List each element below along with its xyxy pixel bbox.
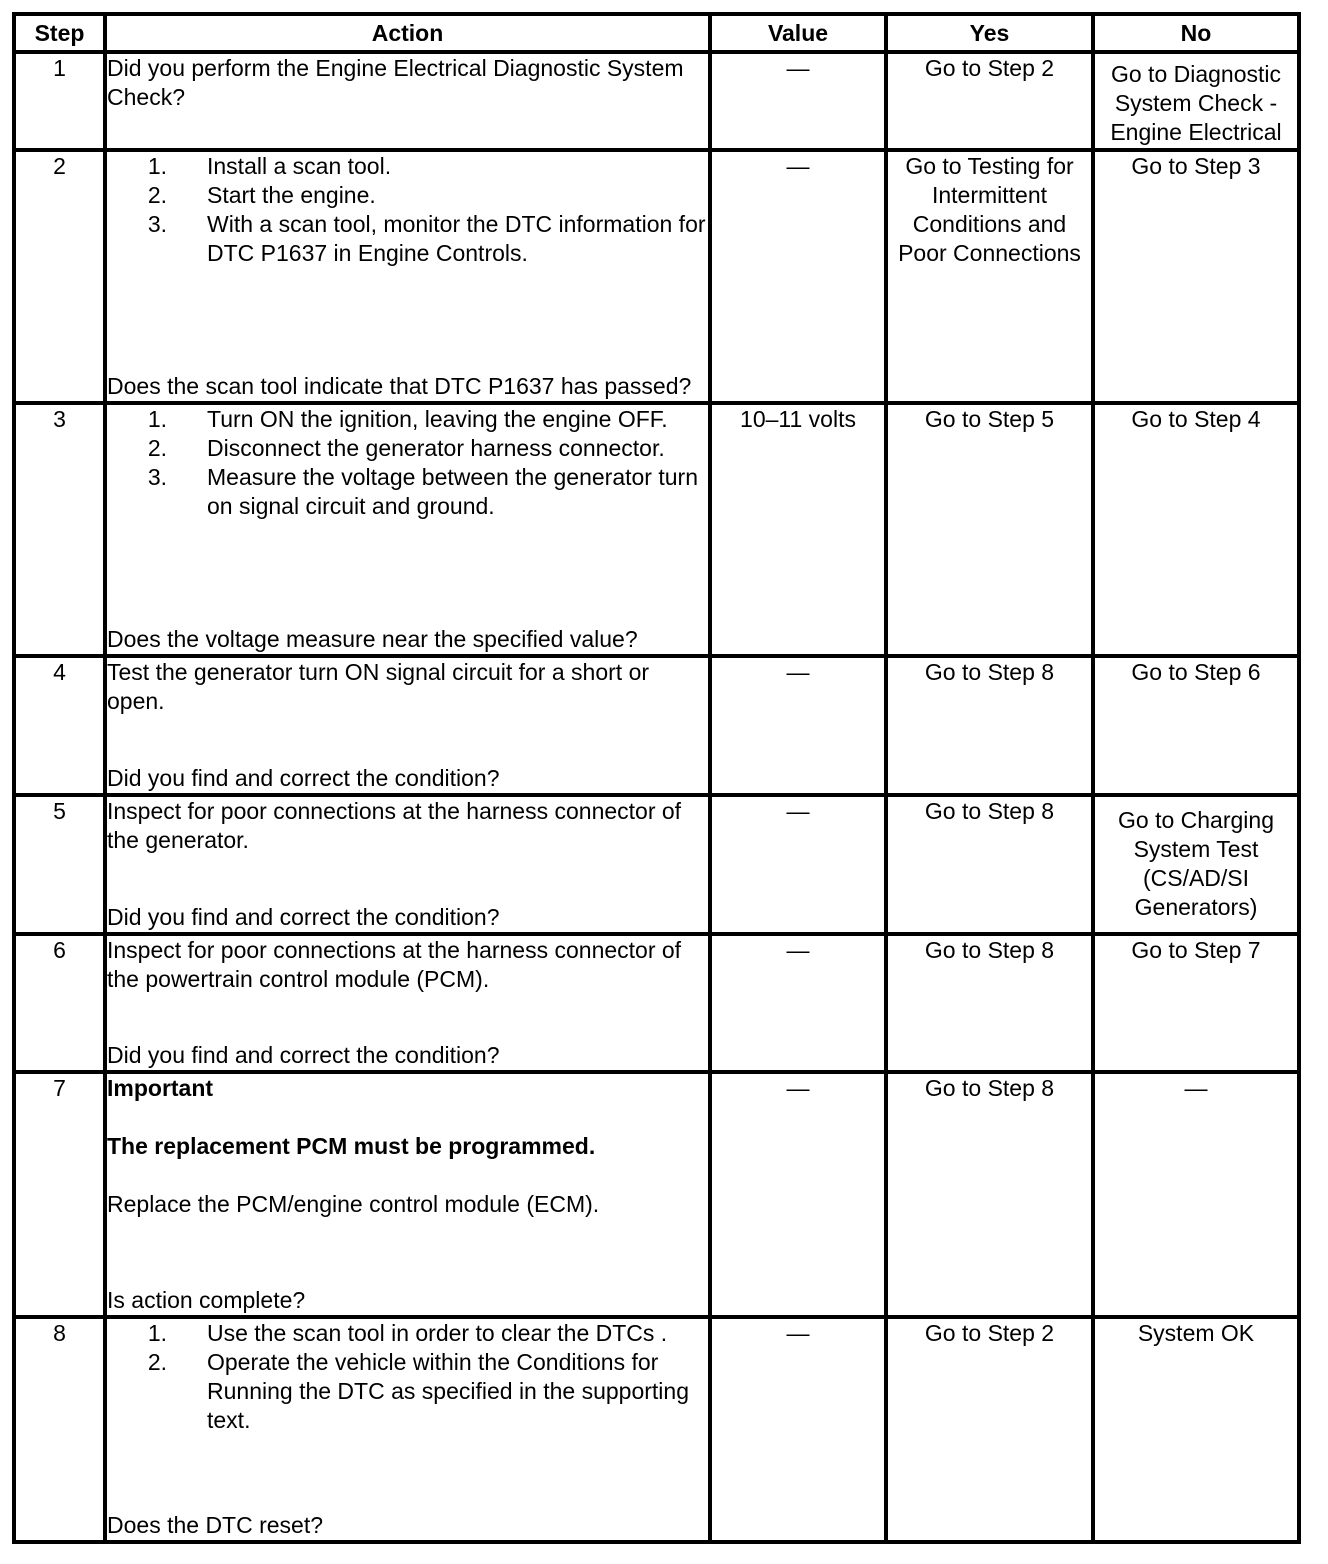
table-row <box>12 797 1301 936</box>
no-cell: Go to Step 7 <box>1095 936 1301 1075</box>
list-number: 1. <box>147 406 167 433</box>
yes-cell: Go to Step 8 <box>888 658 1095 797</box>
list-number: 3. <box>147 464 167 491</box>
list-number: 2. <box>147 182 167 209</box>
header-value: Value <box>712 12 888 54</box>
list-number: 1. <box>147 153 167 180</box>
action-question: Does the scan tool indicate that DTC P1637 has passed? <box>107 373 692 400</box>
action-cell <box>107 1074 712 1319</box>
step-number: 8 <box>12 1319 107 1544</box>
table-row <box>12 54 1301 152</box>
value-cell: 10–11 volts <box>712 405 888 658</box>
step-number: 4 <box>12 658 107 797</box>
step-number: 6 <box>12 936 107 1075</box>
no-cell: Go to Charging System Test (CS/AD/SI Generators) <box>1095 797 1301 936</box>
value-cell: — <box>712 1074 888 1319</box>
list-text: Start the engine. <box>207 182 376 209</box>
list-text: Operate the vehicle within the Conditions for Running the DTC as specified in the supporting text. <box>207 1349 690 1434</box>
action-text: Replace the PCM/engine control module (ECM). <box>107 1191 600 1218</box>
header-no: No <box>1095 12 1301 54</box>
list-number: 1. <box>147 1320 167 1347</box>
value-cell: — <box>712 1319 888 1544</box>
diagnostic-table <box>12 12 1301 1544</box>
step-number: 2 <box>12 152 107 405</box>
value-cell: — <box>712 936 888 1075</box>
table-row <box>12 152 1301 405</box>
action-cell <box>107 54 712 152</box>
step-number: 7 <box>12 1074 107 1319</box>
table-row <box>12 405 1301 658</box>
yes-cell: Go to Step 8 <box>888 936 1095 1075</box>
no-cell: System OK <box>1095 1319 1301 1544</box>
list-text: Disconnect the generator harness connector. <box>207 435 665 462</box>
list-item <box>107 405 708 434</box>
list-text: Use the scan tool in order to clear the DTCs . <box>207 1320 668 1347</box>
no-cell: Go to Step 4 <box>1095 405 1301 658</box>
action-cell <box>107 152 712 405</box>
list-text: Measure the voltage between the generator turn on signal circuit and ground. <box>207 464 698 520</box>
yes-cell: Go to Step 2 <box>888 54 1095 152</box>
list-number: 2. <box>147 435 167 462</box>
list-item <box>107 210 708 268</box>
action-question: Does the DTC reset? <box>107 1512 324 1538</box>
action-question: Is action complete? <box>107 1287 306 1314</box>
important-heading: Important <box>107 1075 214 1102</box>
list-text: With a scan tool, monitor the DTC information for DTC P1637 in Engine Controls. <box>207 211 706 267</box>
no-cell: Go to Step 3 <box>1095 152 1301 405</box>
action-cell <box>107 405 712 658</box>
yes-cell: Go to Step 2 <box>888 1319 1095 1544</box>
list-item <box>107 434 708 463</box>
no-cell: — <box>1095 1074 1301 1319</box>
list-item <box>107 1348 708 1435</box>
action-cell <box>107 1319 712 1544</box>
list-number: 3. <box>147 211 167 238</box>
value-cell: — <box>712 152 888 405</box>
no-cell: Go to Diagnostic System Check - Engine Electrical <box>1095 54 1301 152</box>
action-text: Inspect for poor connections at the harness connector of the powertrain control module (PCM). <box>107 936 682 992</box>
action-cell <box>107 658 712 797</box>
step-number: 5 <box>12 797 107 936</box>
table-row <box>12 1319 1301 1544</box>
action-question: Did you find and correct the condition? <box>107 764 500 791</box>
header-action: Action <box>107 12 712 54</box>
value-cell: — <box>712 797 888 936</box>
table-row <box>12 1074 1301 1319</box>
action-question: Does the voltage measure near the specified value? <box>107 626 638 653</box>
action-question: Did you find and correct the condition? <box>107 903 500 930</box>
list-text: Install a scan tool. <box>207 153 392 180</box>
action-cell <box>107 936 712 1075</box>
header-step: Step <box>12 12 107 54</box>
list-item <box>107 463 708 521</box>
yes-cell: Go to Step 8 <box>888 1074 1095 1319</box>
list-number: 2. <box>147 1349 167 1376</box>
list-text: Turn ON the ignition, leaving the engine OFF. <box>207 406 668 433</box>
important-note: The replacement PCM must be programmed. <box>107 1133 596 1160</box>
list-item <box>107 1319 708 1348</box>
list-item <box>107 152 708 181</box>
action-list <box>107 1319 708 1435</box>
header-yes: Yes <box>888 12 1095 54</box>
yes-cell: Go to Testing for Intermittent Conditions and Poor Connections <box>888 152 1095 405</box>
action-cell <box>107 797 712 936</box>
action-text: Inspect for poor connections at the harness connector of the generator. <box>107 797 682 853</box>
action-text: Test the generator turn ON signal circuit for a short or open. <box>107 659 650 715</box>
no-cell: Go to Step 6 <box>1095 658 1301 797</box>
table-row <box>12 658 1301 797</box>
yes-cell: Go to Step 8 <box>888 797 1095 936</box>
header-row <box>12 12 1301 54</box>
action-list <box>107 152 708 268</box>
action-question: Did you perform the Engine Electrical Diagnostic System Check? <box>107 55 684 110</box>
action-list <box>107 405 708 521</box>
step-number: 1 <box>12 54 107 152</box>
step-number: 3 <box>12 405 107 658</box>
value-cell: — <box>712 54 888 152</box>
list-item <box>107 181 708 210</box>
table-row <box>12 936 1301 1075</box>
value-cell: — <box>712 658 888 797</box>
yes-cell: Go to Step 5 <box>888 405 1095 658</box>
action-question: Did you find and correct the condition? <box>107 1042 500 1069</box>
